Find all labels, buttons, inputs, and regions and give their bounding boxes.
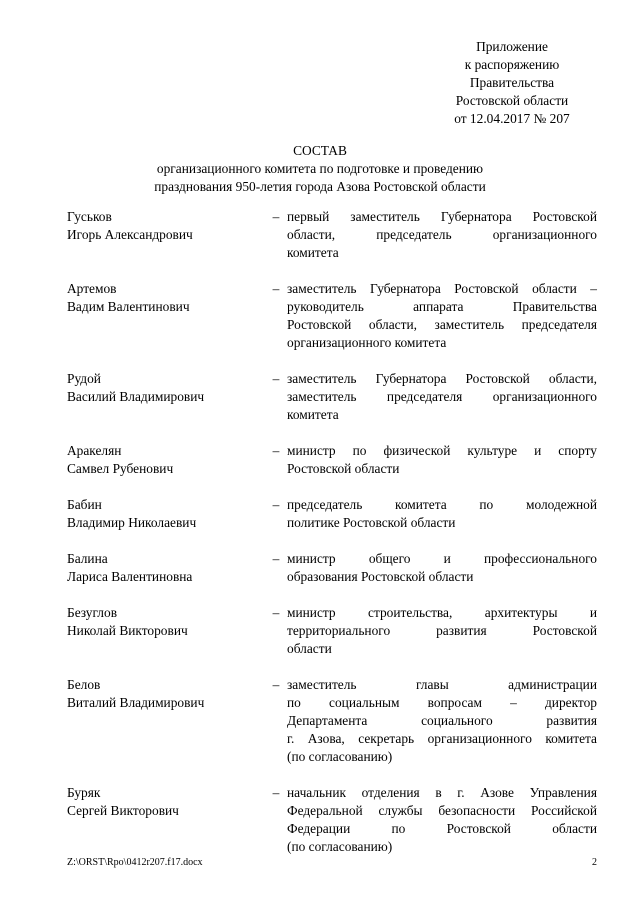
member-role	[287, 676, 597, 766]
member-dash: –	[272, 497, 280, 512]
member-role	[287, 280, 597, 352]
appendix-line: Ростовской области	[455, 93, 569, 108]
member-dash: –	[272, 443, 280, 458]
appendix-line: Приложение	[476, 39, 548, 54]
member-surname: Балина	[67, 551, 108, 566]
member-dash: –	[272, 371, 280, 386]
member-entry	[67, 550, 597, 586]
member-role-line: Ростовской области, заместитель председателя	[287, 317, 597, 332]
member-name	[67, 442, 267, 478]
member-given: Вадим Валентинович	[67, 299, 190, 314]
member-role-line: по социальным вопросам – директор	[287, 695, 597, 710]
member-entry	[67, 604, 597, 658]
member-role-line: (по согласованию)	[287, 839, 393, 854]
member-entry	[67, 370, 597, 424]
member-name	[67, 784, 267, 820]
title-line: организационного комитета по подготовке и проведению	[156, 161, 484, 176]
member-role-line: министр по физической культуре и спорту	[287, 443, 597, 458]
member-role-line: заместитель главы администрации	[287, 677, 597, 692]
member-dash: –	[272, 605, 280, 620]
member-role-line: начальник отделения в г. Азове Управления	[287, 785, 597, 800]
appendix-line: от 12.04.2017 № 207	[454, 111, 570, 126]
member-role-line: области, председатель организационного	[287, 227, 597, 242]
member-role-line: образования Ростовской области	[287, 569, 474, 584]
member-role-line: комитета	[287, 407, 339, 422]
member-given: Сергей Викторович	[67, 803, 179, 818]
member-surname: Аракелян	[67, 443, 122, 458]
member-role-line: министр общего и профессионального	[287, 551, 597, 566]
member-role	[287, 442, 597, 478]
member-surname: Белов	[67, 677, 101, 692]
member-name	[67, 496, 267, 532]
member-role	[287, 370, 597, 424]
member-role	[287, 550, 597, 586]
member-role-line: председатель комитета по молодежной	[287, 497, 597, 512]
member-name	[67, 280, 267, 316]
member-dash: –	[272, 209, 280, 224]
member-role-line: первый заместитель Губернатора Ростовской	[287, 209, 597, 224]
member-role-line: политике Ростовской области	[287, 515, 456, 530]
member-entry	[67, 208, 597, 262]
file-path: Z:\ORST\Rpo\0412r207.f17.docx	[67, 857, 203, 868]
member-role-line: (по согласованию)	[287, 749, 393, 764]
document-title	[60, 142, 580, 196]
member-dash: –	[272, 281, 280, 296]
member-role-line: заместитель Губернатора Ростовской области –	[287, 281, 597, 296]
member-role-line: Департамента социального развития	[287, 713, 597, 728]
member-name	[67, 550, 267, 586]
member-dash: –	[272, 551, 280, 566]
member-list	[67, 208, 597, 856]
member-dash: –	[272, 785, 280, 800]
member-given: Виталий Владимирович	[67, 695, 205, 710]
member-role-line: руководитель аппарата Правительства	[287, 299, 597, 314]
member-role-line: территориального развития Ростовской	[287, 623, 597, 638]
member-role-line: организационного комитета	[287, 335, 447, 350]
title-line: празднования 950-летия города Азова Ростовской области	[154, 179, 486, 194]
member-given: Николай Викторович	[67, 623, 188, 638]
member-surname: Бабин	[67, 497, 102, 512]
member-role-line: комитета	[287, 245, 339, 260]
member-given: Самвел Рубенович	[67, 461, 174, 476]
member-surname: Безуглов	[67, 605, 118, 620]
member-role-line: области	[287, 641, 332, 656]
page-number: 2	[592, 857, 597, 868]
member-role	[287, 784, 597, 856]
member-given: Лариса Валентиновна	[67, 569, 193, 584]
member-role-line: заместитель председателя организационного	[287, 389, 597, 404]
member-role	[287, 208, 597, 262]
member-given: Игорь Александрович	[67, 227, 193, 242]
member-entry	[67, 442, 597, 478]
member-role	[287, 496, 597, 532]
appendix-header	[412, 38, 612, 128]
member-surname: Рудой	[67, 371, 101, 386]
member-entry	[67, 676, 597, 766]
member-role	[287, 604, 597, 658]
member-name	[67, 208, 267, 244]
member-given: Владимир Николаевич	[67, 515, 197, 530]
member-surname: Гуськов	[67, 209, 112, 224]
member-name	[67, 676, 267, 712]
member-dash: –	[272, 677, 280, 692]
member-given: Василий Владимирович	[67, 389, 205, 404]
member-role-line: г. Азова, секретарь организационного комитета	[287, 731, 597, 746]
member-entry	[67, 496, 597, 532]
member-role-line: Федеральной службы безопасности Российской	[287, 803, 597, 818]
appendix-line: к распоряжению	[464, 57, 560, 72]
appendix-line: Правительства	[469, 75, 555, 90]
member-name	[67, 604, 267, 640]
title-heading: СОСТАВ	[293, 143, 347, 158]
member-surname: Артемов	[67, 281, 117, 296]
member-surname: Буряк	[67, 785, 101, 800]
member-name	[67, 370, 267, 406]
member-entry	[67, 280, 597, 352]
member-role-line: Федерации по Ростовской области	[287, 821, 597, 836]
member-role-line: министр строительства, архитектуры и	[287, 605, 597, 620]
member-role-line: Ростовской области	[287, 461, 400, 476]
member-entry	[67, 784, 597, 856]
member-role-line: заместитель Губернатора Ростовской области,	[287, 371, 597, 386]
